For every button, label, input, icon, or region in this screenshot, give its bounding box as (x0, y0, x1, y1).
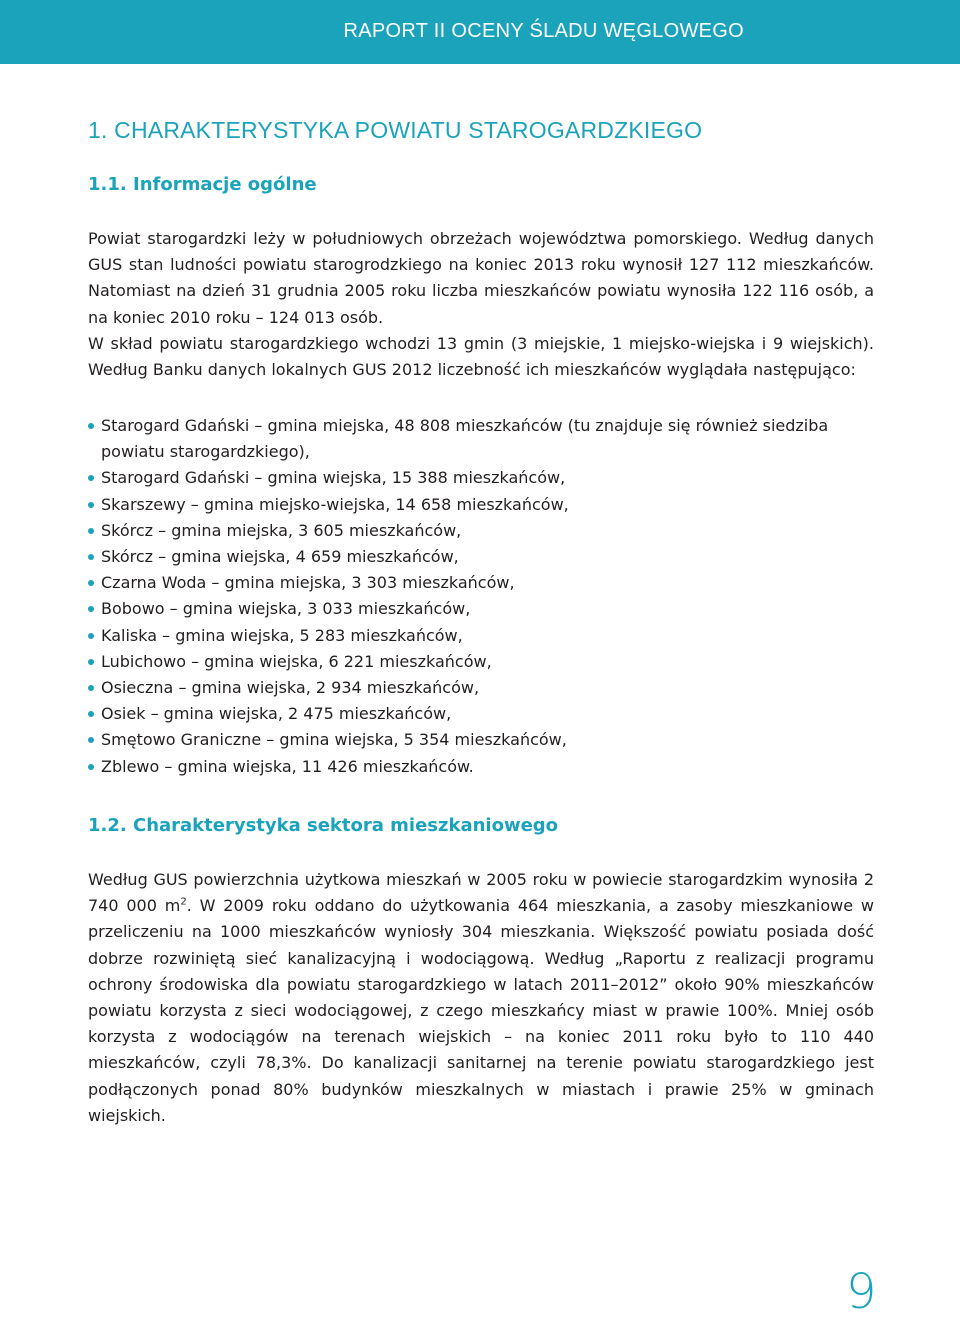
housing-paragraph (88, 867, 874, 1129)
bullet-icon (88, 528, 94, 534)
bullet-icon (88, 659, 94, 665)
list-item-text: Osieczna – gmina wiejska, 2 934 mieszkańców, (101, 678, 480, 698)
bullet-icon (88, 633, 94, 639)
list-item-text: Kaliska – gmina wiejska, 5 283 mieszkańców, (101, 625, 463, 645)
page-number: 9 (846, 1264, 877, 1320)
bullet-icon (88, 580, 94, 586)
list-item-text: Lubichowo – gmina wiejska, 6 221 mieszkańców, (101, 651, 492, 671)
list-item (88, 413, 878, 465)
list-item-text: Osiek – gmina wiejska, 2 475 mieszkańców, (101, 704, 452, 724)
list-item (88, 518, 878, 544)
list-item (88, 570, 878, 596)
section-title-housing: 1.2. Charakterystyka sektora mieszkaniowego (88, 815, 559, 836)
bullet-icon (88, 475, 94, 481)
list-item-text: Bobowo – gmina wiejska, 3 033 mieszkańców, (101, 599, 471, 619)
list-item (88, 596, 878, 622)
bullet-icon (88, 554, 94, 560)
report-title: RAPORT II OCENY ŚLADU WĘGLOWEGO (343, 20, 744, 42)
list-item-text: Skarszewy – gmina miejsko-wiejska, 14 658 mieszkańców, (101, 494, 569, 514)
list-item-text: Smętowo Graniczne – gmina wiejska, 5 354 mieszkańców, (101, 730, 567, 750)
list-item (88, 492, 878, 518)
paragraph-sentence: Powiat starogardzki leży w południowych obrzeżach województwa pomorskiego. Według danych GUS stan ludności powiatu starogrodzkiego na koniec 2013 roku wynosił 127 112 mieszkańców. Natomiast na dzień 31 grudnia 2005 roku liczba mieszkańców powiatu wynosiła 122 116 osób, a na koniec 2010 roku – 124 013 osób. (88, 229, 874, 327)
bullet-icon (88, 711, 94, 717)
list-item-text: Skórcz – gmina miejska, 3 605 mieszkańców, (101, 520, 462, 540)
list-item (88, 623, 878, 649)
paragraph-sentence: W skład powiatu starogardzkiego wchodzi 13 gmin (3 miejskie, 1 miejsko-wiejska i 9 wiejskich). Według Banku danych lokalnych GUS 2012 liczebność ich mieszkańców wyglądała następująco: (88, 333, 874, 380)
general-info-paragraph (88, 226, 874, 383)
list-item-text: Skórcz – gmina wiejska, 4 659 mieszkańców, (101, 547, 459, 567)
municipalities-list (88, 413, 878, 780)
list-item (88, 675, 878, 701)
list-item (88, 701, 878, 727)
header-bar (0, 0, 960, 64)
bullet-icon (88, 423, 94, 429)
list-item-text: Zblewo – gmina wiejska, 11 426 mieszkańców. (101, 756, 474, 776)
list-item (88, 649, 878, 675)
list-item (88, 754, 878, 780)
bullet-icon (88, 606, 94, 612)
list-item-text: Czarna Woda – gmina miejska, 3 303 mieszkańców, (101, 573, 515, 593)
bullet-icon (88, 502, 94, 508)
housing-text-rest: . W 2009 roku oddano do użytkowania 464 mieszkania, a zasoby mieszkaniowe w przeliczeniu na 1000 mieszkańców wyniosły 304 mieszkania. Większość powiatu posiada dość dobrze rozwiniętą sieć kanalizacyjną i wodociągową. Według „Raportu z realizacji programu ochrony środowiska dla powiatu starogardzkiego w latach 2011–2012” około 90% mieszkańców powiatu korzysta z sieci wodociągowej, z czego mieszkańcy miast w prawie 100%. Mniej osób korzysta z wodociągów na terenach wiejskich – na koniec 2011 roku było to 110 440 mieszkańców, czyli 78,3%. Do kanalizacji sanitarnej na terenie powiatu starogardzkiego jest podłączonych ponad 80% budynków mieszkalnych w miastach i prawie 25% w gminach wiejskich. (88, 896, 874, 1125)
list-item (88, 465, 878, 491)
list-item-text: Starogard Gdański – gmina wiejska, 15 388 mieszkańców, (101, 468, 566, 488)
section-title-general-info: 1.1. Informacje ogólne (88, 174, 317, 195)
bullet-icon (88, 685, 94, 691)
chapter-title: 1. CHARAKTERYSTYKA POWIATU STAROGARDZKIEGO (88, 117, 703, 143)
list-item (88, 727, 878, 753)
list-item (88, 544, 878, 570)
bullet-icon (88, 764, 94, 770)
housing-text-start: Według GUS powierzchnia użytkowa mieszkań w 2005 roku w powiecie starogardzkim wynosiła 2 740 000 m (88, 870, 874, 916)
list-item-text: Starogard Gdański – gmina miejska, 48 808 mieszkańców (tu znajduje się również siedziba powiatu starogardzkiego), (101, 416, 829, 462)
superscript-two: 2 (180, 896, 187, 908)
bullet-icon (88, 737, 94, 743)
